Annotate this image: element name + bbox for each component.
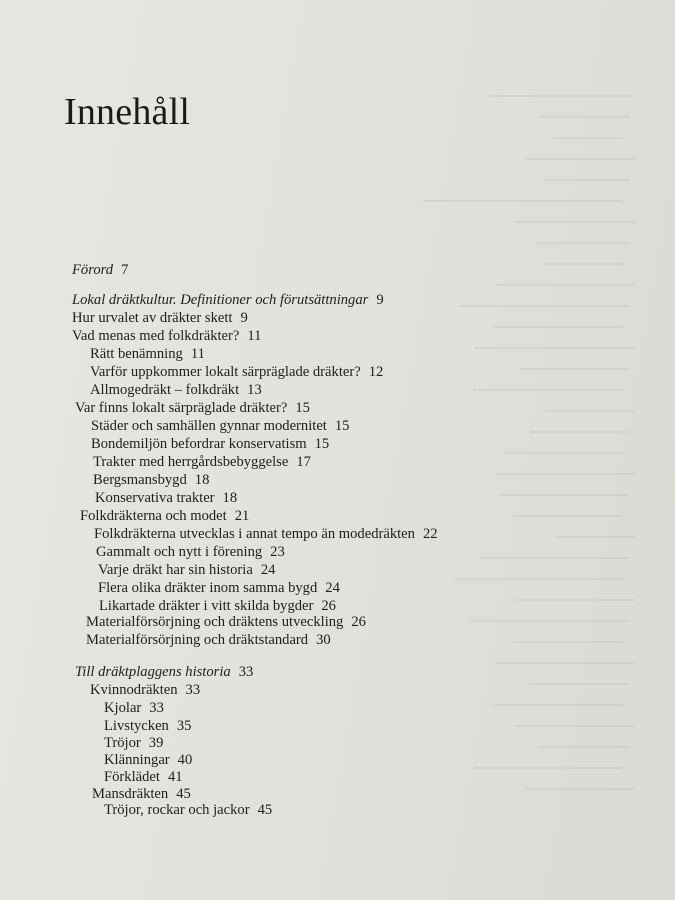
toc-entry-page-number: 33 xyxy=(238,664,254,680)
toc-entry-page-number: 11 xyxy=(247,328,262,344)
toc-entry-title: Rätt benämning xyxy=(90,346,183,362)
toc-entry-title: Till dräktplaggens historia xyxy=(75,664,231,680)
toc-entry-title: Förord xyxy=(72,262,114,278)
toc-entry-page-number: 26 xyxy=(321,598,336,614)
toc-entry xyxy=(86,614,366,631)
toc-entry-title: Folkdräkterna utvecklas i annat tempo än modedräkten xyxy=(94,526,415,542)
toc-entry xyxy=(92,786,191,803)
toc-entry-page-number: 39 xyxy=(148,735,164,751)
toc-entry-title: Konservativa trakter xyxy=(95,490,215,506)
toc-entry xyxy=(104,700,164,717)
toc-entry xyxy=(104,718,191,735)
toc-entry-title: Varje dräkt har sin historia xyxy=(98,562,253,578)
toc-entry xyxy=(98,580,340,597)
toc-entry xyxy=(95,490,237,507)
toc-entry xyxy=(72,328,261,345)
toc-entry-title: Klänningar xyxy=(104,752,170,768)
toc-entry-title: Lokal dräktkultur. Definitioner och förutsättningar xyxy=(72,292,369,308)
page-title: Innehåll xyxy=(64,91,191,133)
toc-entry-title: Tröjor xyxy=(104,735,141,751)
toc-entry xyxy=(91,418,349,435)
toc-entry-page-number: 33 xyxy=(149,700,164,716)
toc-entry xyxy=(86,632,331,649)
toc-entry-page-number: 35 xyxy=(176,718,192,734)
toc-entry-page-number: 15 xyxy=(334,418,350,434)
toc-entry-page-number: 18 xyxy=(222,490,238,506)
toc-entry-title: Varför uppkommer lokalt särpräglade dräkter? xyxy=(90,364,361,380)
toc-entry-page-number: 9 xyxy=(240,310,248,326)
toc-entry-title: Var finns lokalt särpräglade dräkter? xyxy=(75,400,288,416)
toc-entry-page-number: 15 xyxy=(314,436,330,452)
toc-entry-title: Folkdräkterna och modet xyxy=(80,508,227,524)
toc-entry-page-number: 30 xyxy=(316,632,331,648)
toc-entry xyxy=(90,346,205,363)
toc-entry-title: Mansdräkten xyxy=(92,786,169,802)
toc-entry-page-number: 15 xyxy=(295,400,310,416)
toc-entry-page-number: 33 xyxy=(185,682,201,698)
toc-entry-title: Förklädet xyxy=(104,769,160,785)
toc-entry xyxy=(104,769,183,786)
toc-entry xyxy=(72,310,248,327)
toc-entry xyxy=(90,382,262,399)
toc-entry-title: Hur urvalet av dräkter skett xyxy=(72,310,233,326)
toc-entry xyxy=(96,544,285,561)
toc-entry xyxy=(72,262,128,279)
toc-entry-title: Materialförsörjning och dräktens utveckling xyxy=(86,614,344,630)
toc-entry xyxy=(93,472,209,489)
toc-entry-title: Trakter med herrgårdsbebyggelse xyxy=(93,454,289,470)
toc-entry-page-number: 22 xyxy=(422,526,438,542)
toc-entry xyxy=(104,735,163,752)
toc-entry-page-number: 9 xyxy=(376,292,384,308)
toc-entry-title: Materialförsörjning och dräktstandard xyxy=(86,632,309,648)
toc-entry xyxy=(104,802,272,819)
toc-entry-page-number: 45 xyxy=(176,786,191,802)
toc-entry-page-number: 41 xyxy=(167,769,183,785)
toc-entry-page-number: 21 xyxy=(234,508,250,524)
toc-entry xyxy=(80,508,249,525)
toc-entry xyxy=(91,436,329,453)
toc-entry-page-number: 24 xyxy=(260,562,276,578)
toc-entry-title: Vad menas med folkdräkter? xyxy=(72,328,240,344)
toc-entry-title: Allmogedräkt – folkdräkt xyxy=(90,382,240,398)
toc-entry-title: Flera olika dräkter inom samma bygd xyxy=(98,580,318,596)
toc-entry xyxy=(94,526,438,543)
toc-entry-page-number: 26 xyxy=(351,614,366,630)
toc-entry-page-number: 23 xyxy=(270,544,285,560)
toc-entry-title: Bergsmansbygd xyxy=(93,472,187,488)
toc-entry-page-number: 7 xyxy=(121,262,129,278)
toc-entry-title: Städer och samhällen gynnar modernitet xyxy=(91,418,327,434)
toc-entry xyxy=(90,364,383,381)
toc-entry-page-number: 18 xyxy=(194,472,210,488)
toc-entry xyxy=(72,292,384,309)
toc-entry xyxy=(75,400,310,417)
toc-entry-page-number: 45 xyxy=(257,802,273,818)
toc-entry-page-number: 11 xyxy=(190,346,205,362)
toc-entry xyxy=(99,598,336,615)
toc-entry-page-number: 24 xyxy=(325,580,340,596)
toc-entry xyxy=(75,664,253,681)
toc-entry-page-number: 13 xyxy=(247,382,262,398)
toc-entry xyxy=(90,682,200,699)
toc-entry-title: Kjolar xyxy=(104,700,142,716)
toc-entry-page-number: 40 xyxy=(177,752,193,768)
toc-entry-title: Kvinnodräkten xyxy=(90,682,178,698)
toc-entry-title: Gammalt och nytt i förening xyxy=(96,544,263,560)
toc-entry-title: Livstycken xyxy=(104,718,169,734)
toc-entry-title: Bondemiljön befordrar konservatism xyxy=(91,436,307,452)
toc-entry-page-number: 17 xyxy=(296,454,311,470)
toc-entry-title: Tröjor, rockar och jackor xyxy=(104,802,250,818)
toc-entry xyxy=(98,562,275,579)
toc-entry-page-number: 12 xyxy=(368,364,384,380)
toc-entry xyxy=(93,454,311,471)
toc-entry-title: Likartade dräkter i vitt skilda bygder xyxy=(99,598,314,614)
toc-entry xyxy=(104,752,192,769)
